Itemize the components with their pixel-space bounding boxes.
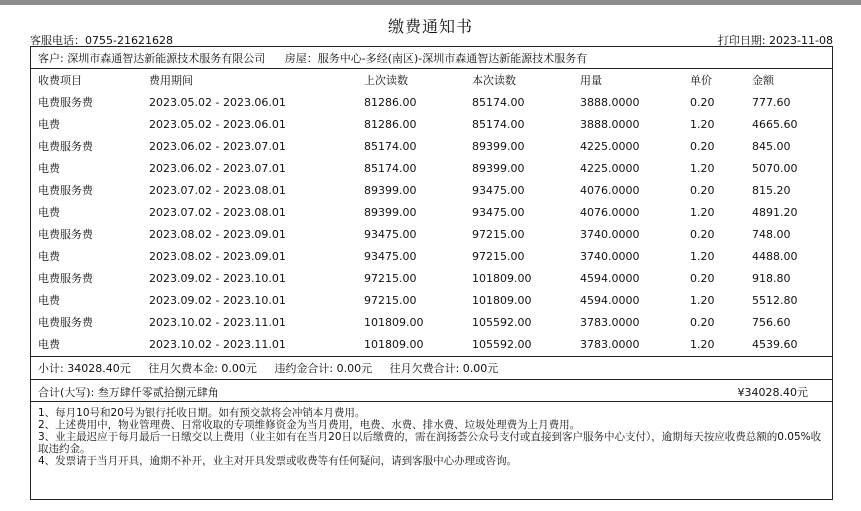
cell-unit-price: 1.20 — [690, 205, 715, 219]
cell-last-reading: 85174.00 — [364, 139, 417, 153]
fee-table — [31, 69, 832, 355]
cell-current-reading: 105592.00 — [472, 337, 532, 351]
cell-amount: 845.00 — [752, 139, 791, 153]
cell-unit-price: 1.20 — [690, 161, 715, 175]
cell-item: 电费服务费 — [38, 96, 93, 109]
cell-amount: 815.20 — [752, 183, 791, 197]
late-fee-total: 违约金合计: 0.00元 — [274, 362, 373, 375]
cell-last-reading: 97215.00 — [364, 293, 417, 307]
prev-arrears-total: 往月欠费合计: 0.00元 — [389, 362, 499, 375]
cell-item: 电费服务费 — [38, 140, 93, 153]
cell-period: 2023.10.02 - 2023.11.01 — [149, 337, 286, 351]
divider — [31, 379, 832, 380]
cell-unit-price: 1.20 — [690, 249, 715, 263]
cell-usage: 3783.0000 — [580, 315, 640, 329]
cell-item: 电费 — [38, 162, 60, 175]
top-border-bar — [0, 0, 861, 5]
cell-usage: 4225.0000 — [580, 161, 640, 175]
cell-last-reading: 85174.00 — [364, 161, 417, 175]
cell-unit-price: 0.20 — [690, 183, 715, 197]
cell-usage: 3740.0000 — [580, 227, 640, 241]
col-period: 费用期间 — [149, 74, 193, 87]
subtotal-value: 小计: 34028.40元 — [38, 362, 131, 375]
cell-period: 2023.07.02 - 2023.08.01 — [149, 205, 286, 219]
col-last-reading: 上次读数 — [364, 74, 408, 87]
cell-period: 2023.06.02 - 2023.07.01 — [149, 139, 286, 153]
cell-current-reading: 93475.00 — [472, 205, 525, 219]
cell-usage: 3888.0000 — [580, 117, 640, 131]
cell-unit-price: 0.20 — [690, 315, 715, 329]
cell-current-reading: 85174.00 — [472, 117, 525, 131]
cell-period: 2023.06.02 - 2023.07.01 — [149, 161, 286, 175]
cell-usage: 4076.0000 — [580, 205, 640, 219]
cell-usage: 3783.0000 — [580, 337, 640, 351]
cell-item: 电费 — [38, 206, 60, 219]
cell-unit-price: 1.20 — [690, 293, 715, 307]
table-row — [31, 179, 832, 201]
cell-item: 电费服务费 — [38, 316, 93, 329]
col-amount: 金额 — [752, 74, 774, 87]
cell-current-reading: 101809.00 — [472, 271, 532, 285]
cell-usage: 3888.0000 — [580, 95, 640, 109]
table-row — [31, 333, 832, 355]
total-amount: ¥34028.40元 — [737, 386, 808, 399]
cell-item: 电费 — [38, 338, 60, 351]
cell-last-reading: 93475.00 — [364, 227, 417, 241]
cell-current-reading: 97215.00 — [472, 227, 525, 241]
table-row — [31, 91, 832, 113]
col-unit-price: 单价 — [690, 74, 712, 87]
cell-period: 2023.05.02 - 2023.06.01 — [149, 95, 286, 109]
cell-unit-price: 0.20 — [690, 227, 715, 241]
cell-last-reading: 81286.00 — [364, 117, 417, 131]
subtotal-line — [38, 360, 512, 376]
table-row — [31, 113, 832, 135]
table-row — [31, 223, 832, 245]
cell-amount: 4891.20 — [752, 205, 798, 219]
cell-current-reading: 89399.00 — [472, 161, 525, 175]
cell-item: 电费服务费 — [38, 228, 93, 241]
cell-unit-price: 0.20 — [690, 139, 715, 153]
cell-period: 2023.07.02 - 2023.08.01 — [149, 183, 286, 197]
note-item: 2、上述费用中，物业管理费、日常收取的专项维修资金为当月费用，电费、水费、排水费、垃圾处理费为上月费用。 — [38, 419, 581, 431]
cell-unit-price: 0.20 — [690, 95, 715, 109]
cell-amount: 777.60 — [752, 95, 791, 109]
cell-last-reading: 93475.00 — [364, 249, 417, 263]
service-hotline: 客服电话：0755-21621628 — [30, 34, 173, 47]
note-item: 1、每月10号和20号为银行托收日期。如有预交款将会冲销本月费用。 — [38, 407, 366, 419]
cell-last-reading: 81286.00 — [364, 95, 417, 109]
cell-period: 2023.09.02 - 2023.10.01 — [149, 293, 286, 307]
prev-arrears-principal: 往月欠费本金: 0.00元 — [148, 362, 257, 375]
cell-current-reading: 97215.00 — [472, 249, 525, 263]
table-row — [31, 157, 832, 179]
cell-current-reading: 101809.00 — [472, 293, 532, 307]
cell-amount: 4488.00 — [752, 249, 798, 263]
note-item: 3、业主最迟应于每月最后一日缴交以上费用（业主如有在当月20日以后缴费的，需在润扬荟公众号支付或直接到客户服务中心支付），逾期每天按应收费总额的0.05%收取违约金。 — [38, 431, 822, 455]
cell-amount: 756.60 — [752, 315, 791, 329]
cell-usage: 4594.0000 — [580, 293, 640, 307]
note-item: 4、发票请于当月开具，逾期不补开，业主对开具发票或收费等有任何疑问，请到客服中心办理或咨询。 — [38, 455, 518, 467]
customer-info — [38, 50, 587, 66]
page-title: 缴费通知书 — [387, 17, 473, 36]
print-date: 打印日期: 2023-11-08 — [717, 34, 833, 47]
cell-current-reading: 93475.00 — [472, 183, 525, 197]
table-row — [31, 311, 832, 333]
cell-item: 电费 — [38, 294, 60, 307]
cell-amount: 748.00 — [752, 227, 791, 241]
cell-usage: 3740.0000 — [580, 249, 640, 263]
cell-period: 2023.05.02 - 2023.06.01 — [149, 117, 286, 131]
cell-last-reading: 97215.00 — [364, 271, 417, 285]
fee-table-header — [31, 69, 832, 91]
total-in-words: 合计(大写): 叁万肆仟零贰拾捌元肆角 — [38, 386, 219, 399]
cell-item: 电费 — [38, 118, 60, 131]
cell-amount: 5070.00 — [752, 161, 798, 175]
house-info: 房屋：服务中心-多经(南区)-深圳市森通智达新能源技术服务有 — [284, 52, 588, 65]
cell-unit-price: 0.20 — [690, 271, 715, 285]
cell-last-reading: 89399.00 — [364, 205, 417, 219]
divider — [31, 401, 832, 402]
cell-unit-price: 1.20 — [690, 337, 715, 351]
cell-item: 电费 — [38, 250, 60, 263]
divider — [31, 356, 832, 357]
cell-current-reading: 85174.00 — [472, 95, 525, 109]
col-usage: 用量 — [580, 74, 602, 87]
notes-section — [38, 407, 823, 467]
cell-period: 2023.08.02 - 2023.09.01 — [149, 249, 286, 263]
cell-period: 2023.10.02 - 2023.11.01 — [149, 315, 286, 329]
cell-amount: 918.80 — [752, 271, 791, 285]
cell-item: 电费服务费 — [38, 272, 93, 285]
fee-table-body — [31, 91, 832, 355]
cell-last-reading: 101809.00 — [364, 337, 424, 351]
table-row — [31, 289, 832, 311]
notice-frame — [30, 46, 833, 500]
cell-usage: 4225.0000 — [580, 139, 640, 153]
cell-usage: 4076.0000 — [580, 183, 640, 197]
table-row — [31, 201, 832, 223]
cell-amount: 5512.80 — [752, 293, 798, 307]
col-current-reading: 本次读数 — [472, 74, 516, 87]
cell-amount: 4665.60 — [752, 117, 798, 131]
cell-usage: 4594.0000 — [580, 271, 640, 285]
table-row — [31, 267, 832, 289]
cell-period: 2023.08.02 - 2023.09.01 — [149, 227, 286, 241]
cell-item: 电费服务费 — [38, 184, 93, 197]
table-row — [31, 245, 832, 267]
cell-period: 2023.09.02 - 2023.10.01 — [149, 271, 286, 285]
cell-current-reading: 89399.00 — [472, 139, 525, 153]
cell-last-reading: 89399.00 — [364, 183, 417, 197]
customer-name: 客户: 深圳市森通智达新能源技术服务有限公司 — [38, 52, 266, 65]
cell-amount: 4539.60 — [752, 337, 798, 351]
cell-unit-price: 1.20 — [690, 117, 715, 131]
cell-last-reading: 101809.00 — [364, 315, 424, 329]
col-item: 收费项目 — [38, 74, 82, 87]
table-row — [31, 135, 832, 157]
cell-current-reading: 105592.00 — [472, 315, 532, 329]
